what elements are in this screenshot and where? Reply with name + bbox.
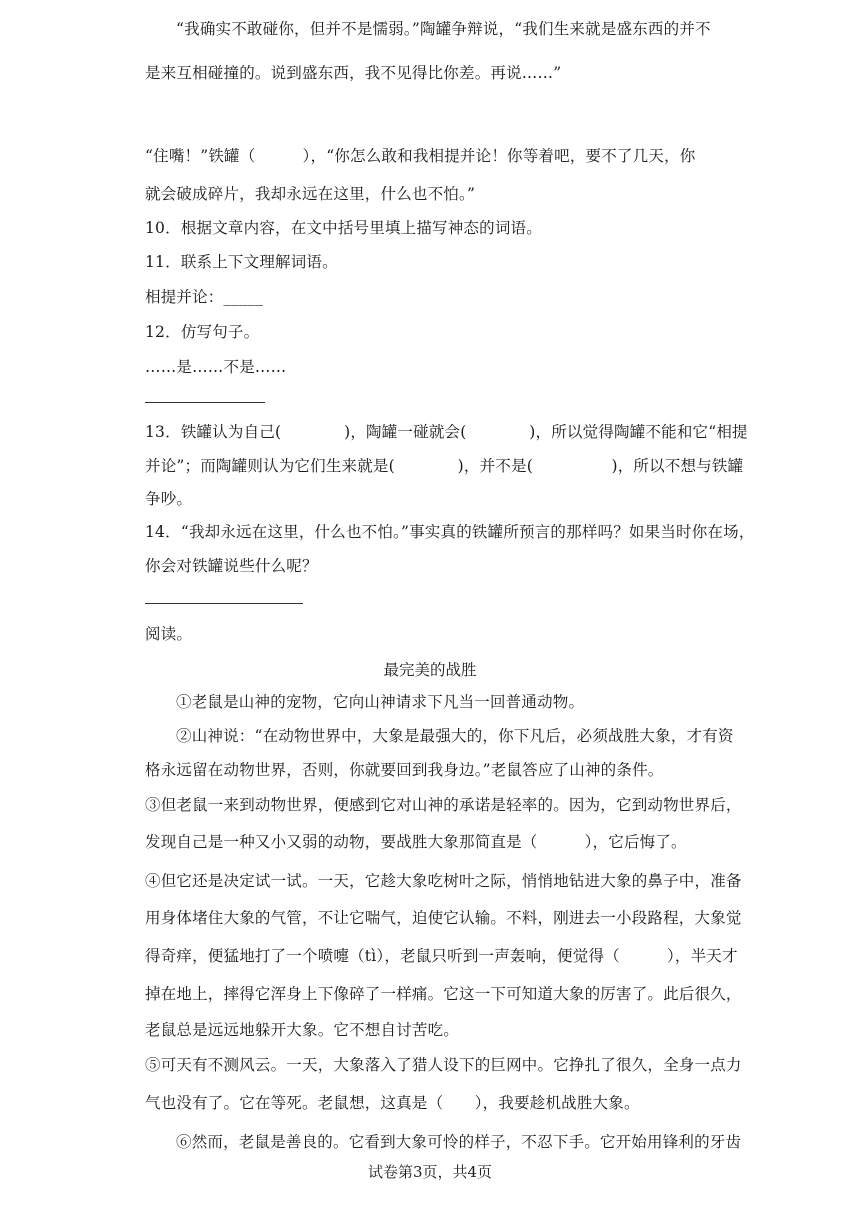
reading-paragraph: 老鼠总是远远地躲开大象。它不想自讨苦吃。	[145, 1021, 460, 1039]
question-13-line: 并论”；而陶罐则认为它们生来就是( )，并不是( )，所以不想与铁罐	[145, 457, 744, 475]
question-14-line: 你会对铁罐说些什么呢？	[145, 557, 318, 575]
question-10: 10．根据文章内容，在文中括号里填上描写神态的词语。	[145, 219, 542, 237]
reading-paragraph: ③但老鼠一来到动物世界，便感到它对山神的承诺是轻率的。因为，它到动物世界后，	[145, 796, 742, 814]
reading-paragraph: ⑥然而，老鼠是善良的。它看到大象可怜的样子，不忍下手。它开始用锋利的牙齿	[176, 1133, 742, 1151]
reading-title: 最完美的战胜	[383, 661, 477, 679]
reading-paragraph: 气也没有了。它在等死。老鼠想，这真是（ ），我要趁机战胜大象。	[145, 1094, 640, 1112]
question-13-line: 争吵。	[145, 490, 193, 508]
reading-paragraph: 发现自己是一种又小又弱的动物，要战胜大象那简直是（ ），它后悔了。	[145, 833, 687, 851]
answer-line	[145, 402, 265, 403]
question-12: 12．仿写句子。	[145, 323, 260, 341]
reading-paragraph: 格永远留在动物世界，否则，你就要回到我身边。”老鼠答应了山神的条件。	[145, 761, 664, 779]
question-14-line: 14．“我却永远在这里，什么也不怕。”事实真的铁罐所预言的那样吗？如果当时你在场，	[145, 523, 755, 541]
reading-paragraph: ②山神说：“在动物世界中，大象是最强大的，你下凡后，必须战胜大象，才有资	[176, 727, 734, 745]
reading-paragraph: ④但它还是决定试一试。一天，它趁大象吃树叶之际，悄悄地钻进大象的鼻子中，准备	[145, 872, 742, 890]
page-footer: 试卷第3页，共4页	[367, 1163, 493, 1181]
question-12-pattern: ……是……不是……	[145, 358, 287, 376]
question-11-answer: 相提并论：_____	[145, 288, 264, 306]
reading-paragraph: 得奇痒，便猛地打了一个喷嚏（tì），老鼠只听到一声轰响，便觉得（ ），半天才	[145, 947, 738, 965]
question-11: 11．联系上下文理解词语。	[145, 253, 338, 271]
reading-paragraph: 用身体堵住大象的气管，不让它喘气，迫使它认输。不料，刚进去一小段路程，大象觉	[145, 909, 742, 927]
passage-line: “我确实不敢碰你，但并不是懦弱。”陶罐争辩说，“我们生来就是盛东西的并不	[176, 20, 711, 38]
question-13-line: 13．铁罐认为自己( )，陶罐一碰就会( )，所以觉得陶罐不能和它“相提	[145, 423, 748, 441]
passage-line: 是来互相碰撞的。说到盛东西，我不见得比你差。再说……”	[145, 64, 562, 82]
passage-line: 就会破成碎片，我却永远在这里，什么也不怕。”	[145, 185, 476, 203]
passage-line: “住嘴！”铁罐（ ），“你怎么敢和我相提并论！你等着吧，要不了几天，你	[145, 147, 696, 165]
reading-intro: 阅读。	[145, 625, 193, 643]
reading-paragraph: 掉在地上，摔得它浑身上下像碎了一样痛。它这一下可知道大象的厉害了。此后很久，	[145, 985, 742, 1003]
reading-paragraph: ⑤可天有不测风云。一天，大象落入了猎人设下的巨网中。它挣扎了很久，全身一点力	[145, 1056, 742, 1074]
reading-paragraph: ①老鼠是山神的宠物，它向山神请求下凡当一回普通动物。	[176, 693, 585, 711]
answer-line	[145, 603, 303, 604]
